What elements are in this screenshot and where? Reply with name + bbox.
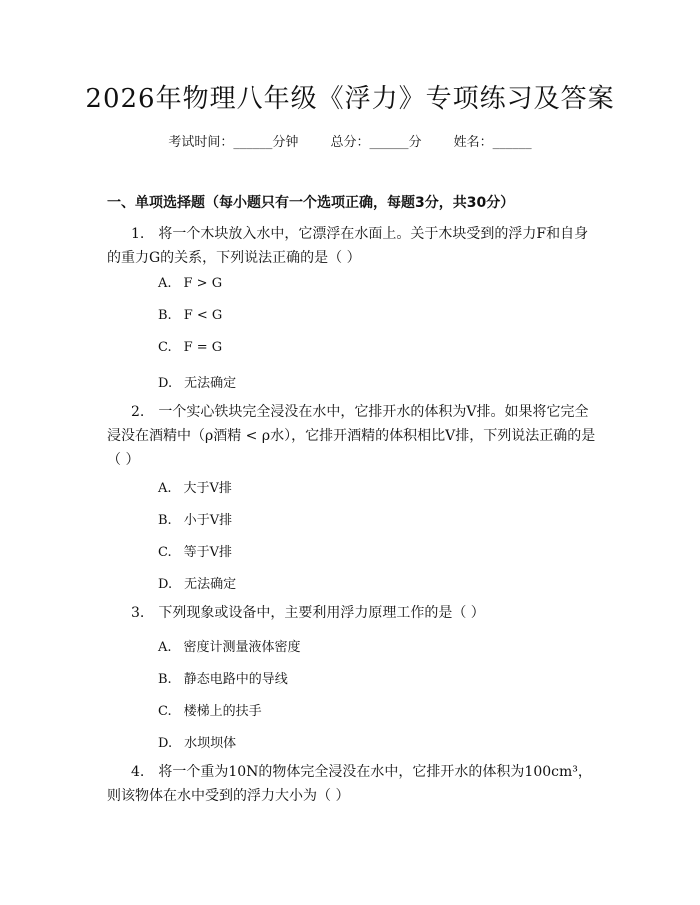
option-2b bbox=[158, 509, 232, 528]
option-1d bbox=[158, 372, 236, 391]
question-4 bbox=[107, 760, 599, 808]
question-3 bbox=[107, 601, 599, 625]
option-text: 大于V排 bbox=[183, 481, 232, 496]
option-text: 等于V排 bbox=[183, 545, 233, 560]
option-text: 楼梯上的扶手 bbox=[183, 704, 262, 719]
question-number: 1. bbox=[131, 226, 145, 242]
question-number: 4. bbox=[131, 764, 145, 780]
option-letter: C. bbox=[158, 545, 172, 560]
option-letter: A. bbox=[158, 640, 172, 655]
option-letter: B. bbox=[158, 672, 172, 687]
option-text: F < G bbox=[183, 308, 223, 323]
question-number: 3. bbox=[131, 605, 145, 621]
option-1c bbox=[158, 340, 222, 355]
option-letter: A. bbox=[158, 276, 172, 291]
option-2c bbox=[158, 541, 232, 560]
question-text: 下列现象或设备中，主要利用浮力原理工作的是（ ） bbox=[158, 605, 485, 621]
option-3c bbox=[158, 700, 262, 719]
option-text: 水坝坝体 bbox=[184, 736, 237, 751]
total-score-field: 总分：______分 bbox=[330, 135, 422, 150]
exam-info bbox=[0, 131, 700, 150]
option-letter: B. bbox=[158, 308, 172, 323]
exam-time-field: 考试时间：______分钟 bbox=[168, 135, 299, 150]
option-3b bbox=[158, 668, 288, 687]
option-letter: D. bbox=[158, 577, 173, 592]
option-letter: D. bbox=[158, 736, 173, 751]
question-text: 一个实心铁块完全浸没在水中，它排开水的体积为V排。如果将它完全浸没在酒精中（ρ酒精 < ρ水），它排开酒精的体积相比V排，下列说法正确的是（ ） bbox=[107, 404, 596, 468]
option-1a bbox=[158, 276, 222, 291]
option-text: F > G bbox=[183, 276, 223, 291]
option-letter: C. bbox=[158, 704, 172, 719]
option-text: 小于V排 bbox=[183, 513, 233, 528]
question-text: 将一个木块放入水中，它漂浮在水面上。关于木块受到的浮力F和自身的重力G的关系，下列说法正确的是（ ） bbox=[107, 226, 589, 266]
option-letter: C. bbox=[158, 340, 172, 355]
question-2 bbox=[107, 400, 599, 472]
question-1 bbox=[107, 222, 599, 270]
section-heading: 一、单项选择题（每小题只有一个选项正确，每题3分，共30分） bbox=[107, 195, 515, 211]
page-title: 2026年物理八年级《浮力》专项练习及答案 bbox=[85, 84, 615, 114]
option-letter: A. bbox=[158, 481, 172, 496]
option-2a bbox=[158, 477, 232, 496]
option-text: F = G bbox=[183, 340, 223, 355]
option-text: 无法确定 bbox=[184, 376, 237, 391]
option-3d bbox=[158, 732, 236, 751]
option-1b bbox=[158, 308, 222, 323]
option-2d bbox=[158, 573, 236, 592]
student-name-field: 姓名：______ bbox=[453, 135, 532, 150]
option-letter: D. bbox=[158, 376, 173, 391]
option-text: 无法确定 bbox=[184, 577, 237, 592]
question-text: 将一个重为10N的物体完全浸没在水中，它排开水的体积为100cm³，则该物体在水中受到的浮力大小为（ ） bbox=[107, 764, 592, 804]
option-text: 静态电路中的导线 bbox=[183, 672, 288, 687]
question-number: 2. bbox=[131, 404, 145, 420]
option-3a bbox=[158, 636, 301, 655]
option-letter: B. bbox=[158, 513, 172, 528]
option-text: 密度计测量液体密度 bbox=[183, 640, 301, 655]
